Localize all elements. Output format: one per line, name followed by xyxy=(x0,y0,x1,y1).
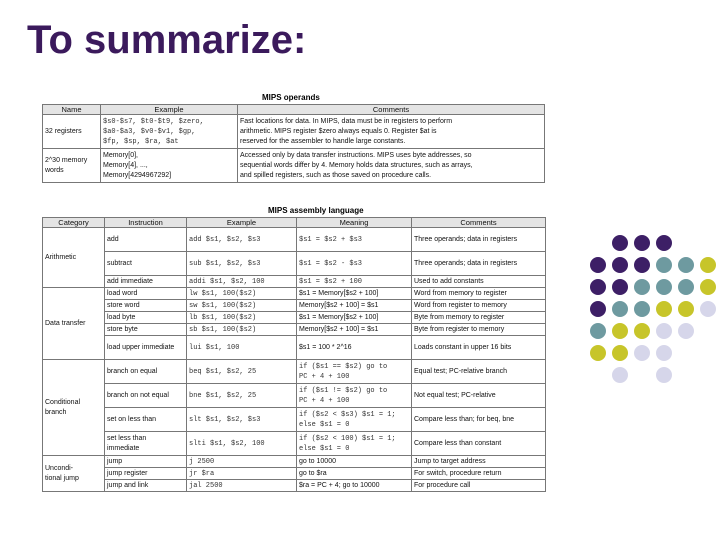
instruction-name-line: immediate xyxy=(107,444,140,452)
instruction-meaning: Memory[$s2 + 100] = $s1 xyxy=(297,300,412,312)
instruction-example: add $s1, $s2, $s3 xyxy=(187,228,297,252)
instruction-example: lw $s1, 100($s2) xyxy=(187,288,297,300)
instruction-example: lb $s1, 100($s2) xyxy=(187,312,297,324)
decorative-dot xyxy=(634,235,650,251)
decorative-dot xyxy=(590,323,606,339)
instruction-name: branch on not equal xyxy=(105,384,187,408)
operand-comment-line: Accessed only by data transfer instructions. MIPS uses byte addresses, so xyxy=(240,151,472,159)
category-line: Uncondi- xyxy=(45,464,74,472)
decorative-dot xyxy=(678,301,694,317)
meaning-line: PC + 4 + 100 xyxy=(299,372,350,381)
instruction-comment: Loads constant in upper 16 bits xyxy=(412,336,546,360)
instruction-example: lui $s1, 100 xyxy=(187,336,297,360)
assembly-header-example: Example xyxy=(187,218,297,228)
decorative-dot xyxy=(590,345,606,361)
meaning-line: else $s1 = 0 xyxy=(299,444,350,453)
operands-header-comments: Comments xyxy=(238,105,545,115)
assembly-header-instruction: Instruction xyxy=(105,218,187,228)
operands-table-title: MIPS operands xyxy=(262,93,320,102)
instruction-example: jr $ra xyxy=(187,468,297,480)
decorative-dot xyxy=(678,323,694,339)
instruction-meaning: $s1 = Memory[$s2 + 100] xyxy=(297,312,412,324)
assembly-table-title: MIPS assembly language xyxy=(268,206,364,215)
operand-comment-line: Fast locations for data. In MIPS, data must be in registers to perform xyxy=(240,117,453,125)
instruction-meaning: go to 10000 xyxy=(297,456,412,468)
category-line: tional jump xyxy=(45,474,79,482)
meaning-line: if ($s2 < 100) $s1 = 1; xyxy=(299,434,396,443)
instruction-name: store word xyxy=(105,300,187,312)
decorative-dot xyxy=(590,279,606,295)
instruction-comment: For procedure call xyxy=(412,480,546,492)
instruction-comment: Byte from register to memory xyxy=(412,324,546,336)
decorative-dot xyxy=(612,257,628,273)
decorative-dot xyxy=(656,367,672,383)
instruction-name: add xyxy=(105,228,187,252)
meaning-line: if ($s2 < $s3) $s1 = 1; xyxy=(299,410,396,419)
dot-layer xyxy=(590,235,716,383)
decorative-dot xyxy=(656,345,672,361)
meaning-line: PC + 4 + 100 xyxy=(299,396,350,405)
decorative-dot xyxy=(656,323,672,339)
instruction-example: addi $s1, $s2, 100 xyxy=(187,276,297,288)
instruction-name: load word xyxy=(105,288,187,300)
decorative-dot xyxy=(612,235,628,251)
operands-header-name: Name xyxy=(43,105,101,115)
instruction-meaning: $s1 = $s2 + $s3 xyxy=(297,228,412,252)
decorative-dot xyxy=(612,301,628,317)
decorative-dot xyxy=(656,301,672,317)
instruction-comment: Not equal test; PC-relative xyxy=(412,384,546,408)
instruction-comment: Used to add constants xyxy=(412,276,546,288)
instruction-example: sb $s1, 100($s2) xyxy=(187,324,297,336)
slide-title: To summarize: xyxy=(27,18,307,62)
operand-name-line: words xyxy=(45,166,64,174)
instruction-comment: Byte from memory to register xyxy=(412,312,546,324)
instruction-meaning: go to $ra xyxy=(297,468,412,480)
instruction-name: load upper immediate xyxy=(105,336,187,360)
assembly-header-comments: Comments xyxy=(412,218,546,228)
decorative-dot xyxy=(634,323,650,339)
decorative-dot xyxy=(612,345,628,361)
decorative-dot xyxy=(634,279,650,295)
instruction-name: store byte xyxy=(105,324,187,336)
operand-comment-line: sequential words differ by 4. Memory holds data structures, such as arrays, xyxy=(240,161,473,169)
decorative-dot xyxy=(590,257,606,273)
instruction-meaning: Memory[$s2 + 100] = $s1 xyxy=(297,324,412,336)
instruction-example: slt $s1, $s2, $s3 xyxy=(187,408,297,432)
instruction-meaning: $s1 = 100 * 2^16 xyxy=(297,336,412,360)
instruction-example: jal 2500 xyxy=(187,480,297,492)
operand-example-line: $s0-$s7, $t0-$t9, $zero, xyxy=(103,117,204,126)
assembly-header-category: Category xyxy=(43,218,105,228)
category-data-transfer: Data transfer xyxy=(43,288,105,360)
decorative-dot xyxy=(700,279,716,295)
operand-example-line: Memory[4], ..., xyxy=(103,161,148,169)
meaning-line: else $s1 = 0 xyxy=(299,420,350,429)
instruction-meaning: $s1 = $s2 - $s3 xyxy=(297,252,412,276)
instruction-comment: Compare less than; for beq, bne xyxy=(412,408,546,432)
operand-example-line: Memory[4294967292] xyxy=(103,171,172,179)
instruction-name: add immediate xyxy=(105,276,187,288)
operand-comment-line: and spilled registers, such as those saved on procedure calls. xyxy=(240,171,432,179)
instruction-example: sw $s1, 100($s2) xyxy=(187,300,297,312)
instruction-example: j 2500 xyxy=(187,456,297,468)
assembly-header-meaning: Meaning xyxy=(297,218,412,228)
decorative-dot xyxy=(678,279,694,295)
instruction-comment: Compare less than constant xyxy=(412,432,546,456)
category-arithmetic: Arithmetic xyxy=(43,228,105,288)
decorative-dot xyxy=(700,301,716,317)
decorative-dot xyxy=(678,257,694,273)
instruction-name: load byte xyxy=(105,312,187,324)
decorative-dot xyxy=(634,345,650,361)
instruction-name: set on less than xyxy=(105,408,187,432)
instruction-example: slti $s1, $s2, 100 xyxy=(187,432,297,456)
instruction-meaning: $s1 = $s2 + 100 xyxy=(297,276,412,288)
instruction-example: bne $s1, $s2, 25 xyxy=(187,384,297,408)
operand-comment-line: reserved for the assembler to handle large constants. xyxy=(240,137,406,145)
decorative-dot xyxy=(656,235,672,251)
operand-name-line: 2^30 memory xyxy=(45,156,88,164)
operand-example-line: $a0-$a3, $v0-$v1, $gp, xyxy=(103,127,196,136)
decorative-dot xyxy=(590,301,606,317)
decorative-dot xyxy=(612,367,628,383)
meaning-line: if ($s1 == $s2) go to xyxy=(299,362,388,371)
instruction-meaning: $s1 = Memory[$s2 + 100] xyxy=(297,288,412,300)
instruction-name-line: set less than xyxy=(107,434,147,442)
category-conditional-branch: Conditional branch xyxy=(43,360,105,456)
instruction-name: jump xyxy=(105,456,187,468)
instruction-example: sub $s1, $s2, $s3 xyxy=(187,252,297,276)
instruction-comment: Three operands; data in registers xyxy=(412,252,546,276)
operand-example-line: Memory[0], xyxy=(103,151,139,159)
decorative-dot xyxy=(612,279,628,295)
decorative-dot xyxy=(634,257,650,273)
operand-example-line: $fp, $sp, $ra, $at xyxy=(103,137,179,146)
decorative-dot xyxy=(612,323,628,339)
decorative-dot xyxy=(634,301,650,317)
meaning-line: if ($s1 != $s2) go to xyxy=(299,386,388,395)
instruction-name: branch on equal xyxy=(105,360,187,384)
instruction-name: subtract xyxy=(105,252,187,276)
instruction-name: jump and link xyxy=(105,480,187,492)
instruction-comment: Jump to target address xyxy=(412,456,546,468)
decorative-dot xyxy=(656,257,672,273)
operands-header-example: Example xyxy=(101,105,238,115)
decorative-dot xyxy=(700,257,716,273)
instruction-example: beq $s1, $s2, 25 xyxy=(187,360,297,384)
instruction-comment: For switch, procedure return xyxy=(412,468,546,480)
operand-comment-line: arithmetic. MIPS register $zero always equals 0. Register $at is xyxy=(240,127,437,135)
instruction-comment: Word from register to memory xyxy=(412,300,546,312)
decorative-dot xyxy=(656,279,672,295)
instruction-name: jump register xyxy=(105,468,187,480)
operand-name-line: 32 registers xyxy=(45,127,82,135)
instruction-meaning: $ra = PC + 4; go to 10000 xyxy=(297,480,412,492)
instruction-comment: Three operands; data in registers xyxy=(412,228,546,252)
instruction-comment: Equal test; PC-relative branch xyxy=(412,360,546,384)
instruction-comment: Word from memory to register xyxy=(412,288,546,300)
